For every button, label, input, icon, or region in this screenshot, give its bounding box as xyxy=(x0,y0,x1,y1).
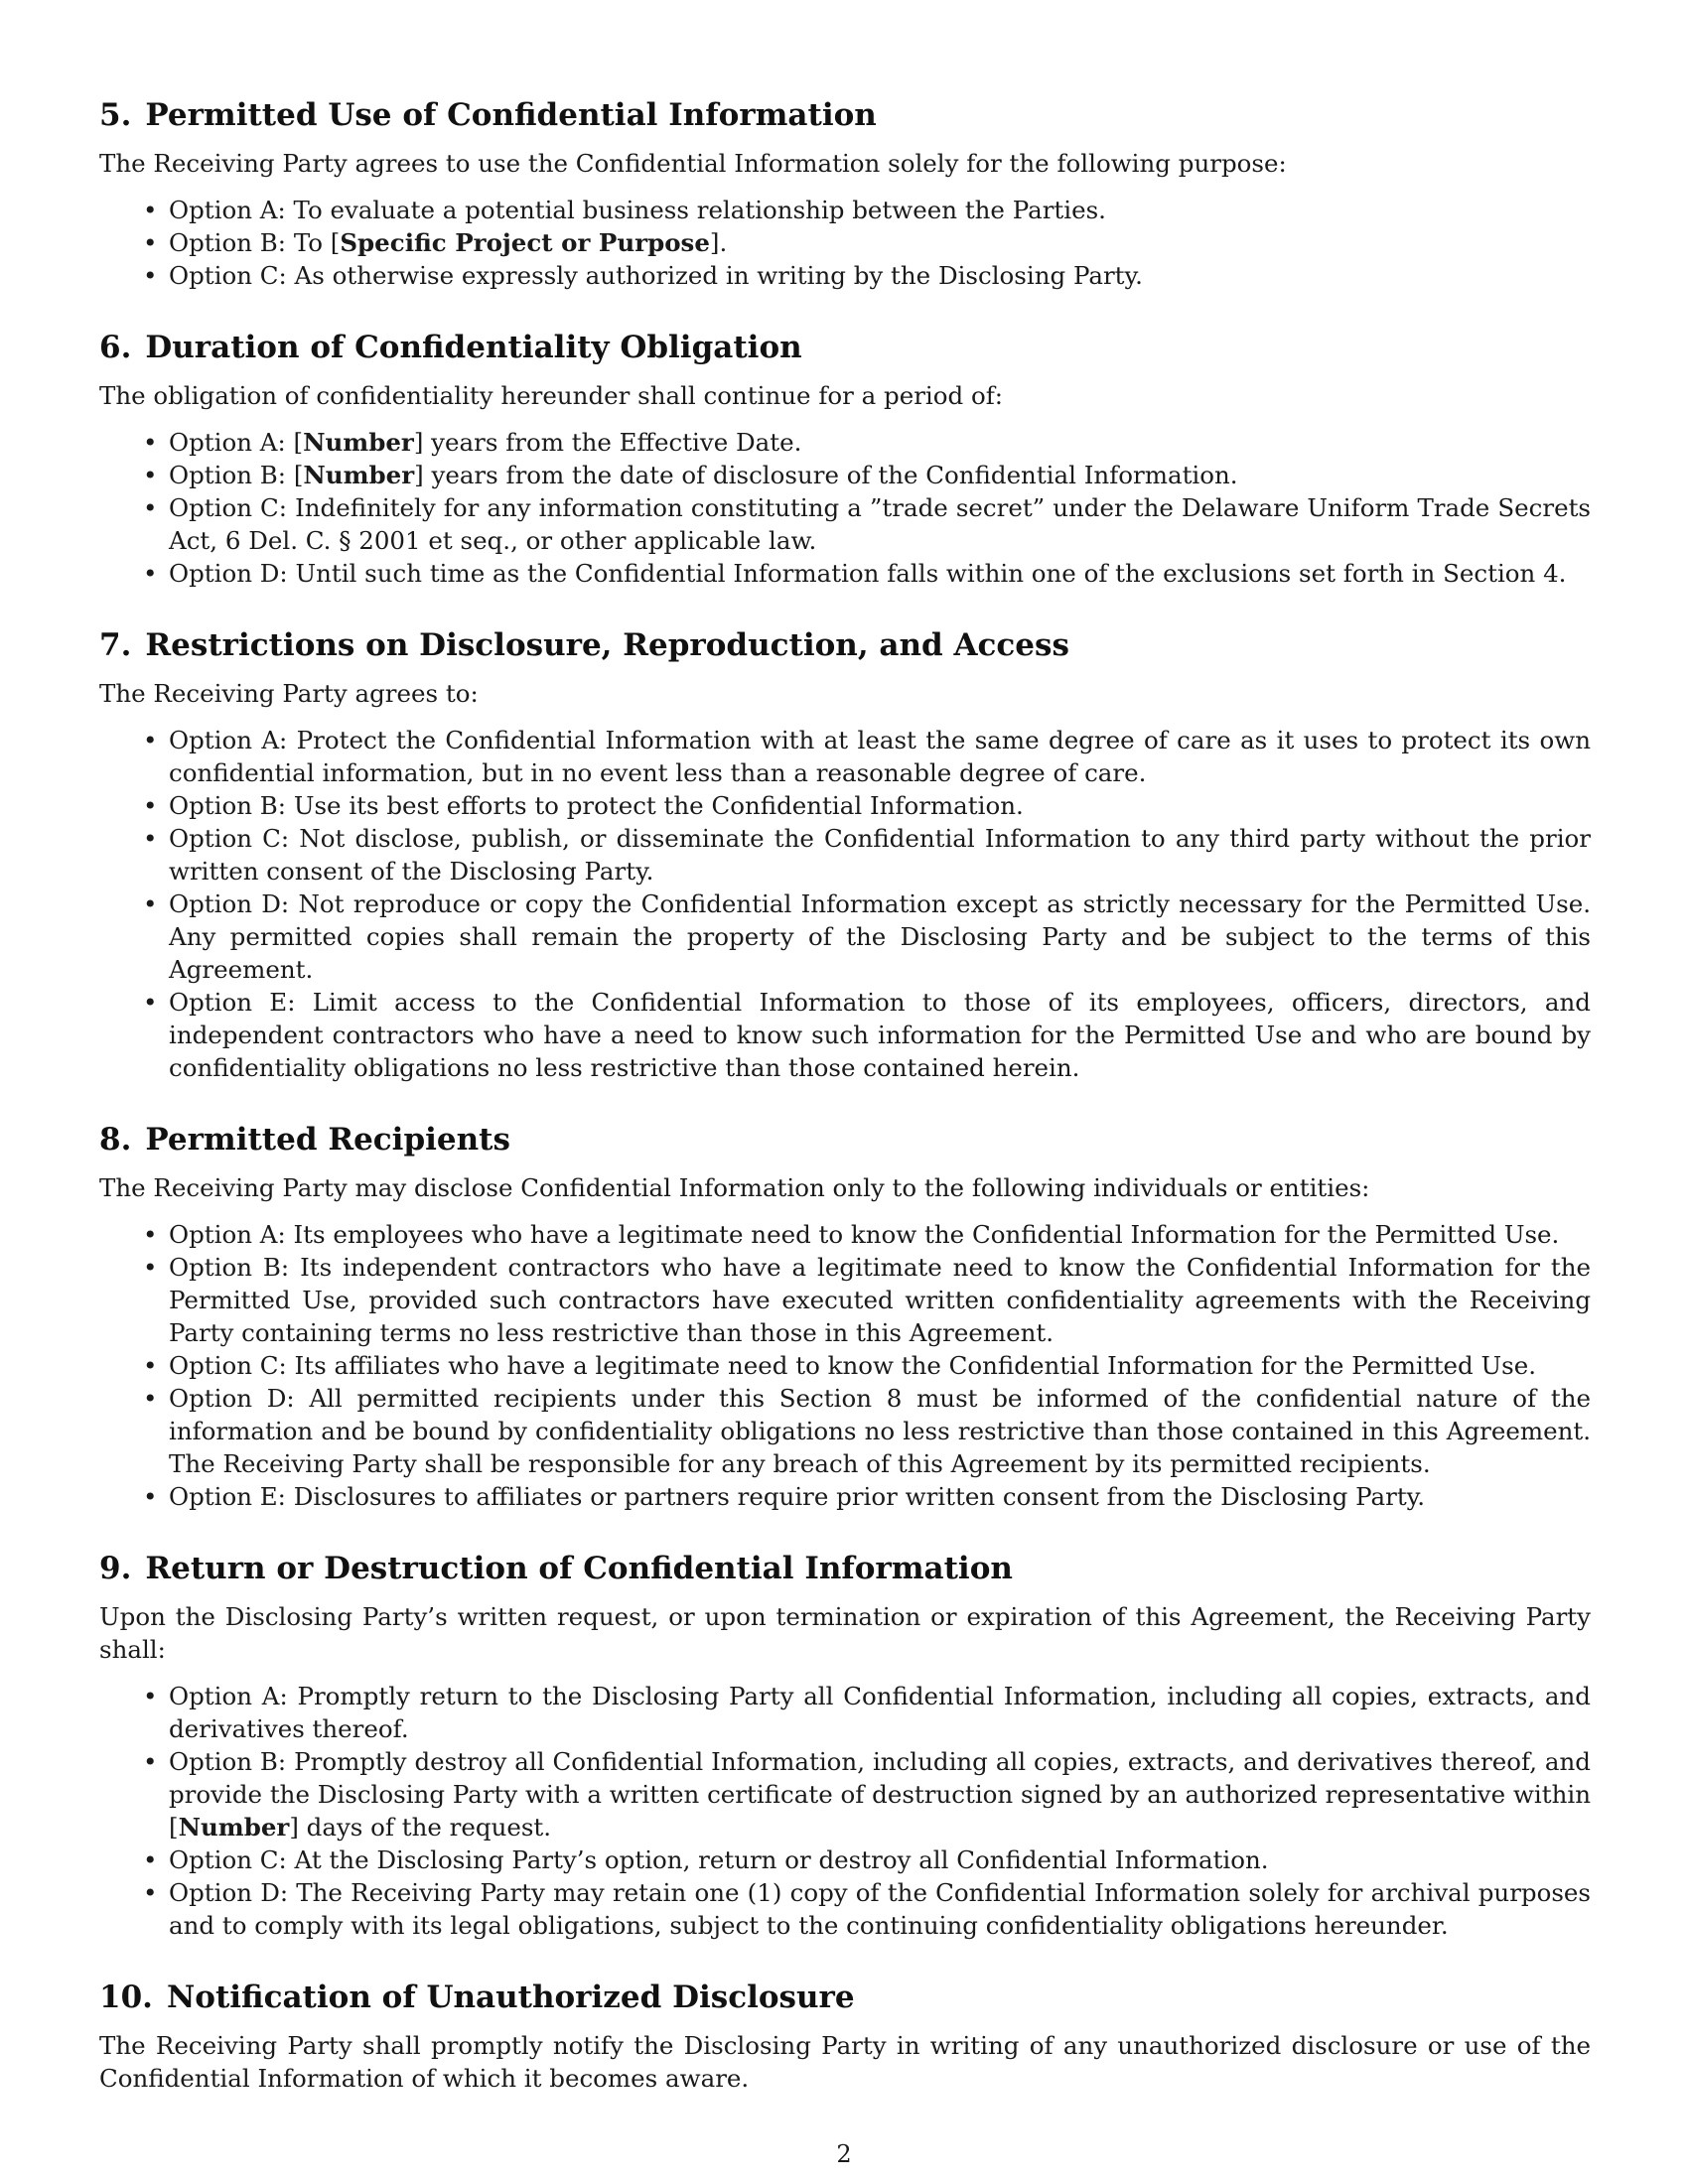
option-item: • Option D: The Receiving Party may retain one (1) copy of the Confidential Information solely for archival purposes and to comply with its legal obligations, subject to the continuing confidentiality obligations hereunder. xyxy=(169,1876,1591,1942)
option-item: • Option B: To [Specific Project or Purpose]. xyxy=(169,226,1591,259)
section-intro: The Receiving Party may disclose Confidential Information only to the following individuals or entities: xyxy=(99,1173,1370,1202)
section-8 xyxy=(99,1120,1591,1513)
option-item: • Option B: Use its best efforts to protect the Confidential Information. xyxy=(169,789,1591,822)
section-7 xyxy=(99,625,1591,1084)
section-number: 5. xyxy=(99,97,132,133)
placeholder-field: Number xyxy=(303,428,414,457)
section-intro: The Receiving Party agrees to use the Confidential Information solely for the following purpose: xyxy=(99,149,1287,178)
section-title: Permitted Use of Confidential Information xyxy=(145,97,877,133)
option-list xyxy=(99,426,1591,590)
option-item: • Option E: Disclosures to affiliates or partners require prior written consent from the Disclosing Party. xyxy=(169,1480,1591,1513)
section-heading xyxy=(99,1978,1591,2017)
section-title: Notification of Unauthorized Disclosure xyxy=(166,1979,855,2015)
option-item: • Option C: At the Disclosing Party’s option, return or destroy all Confidential Information. xyxy=(169,1843,1591,1876)
section-heading xyxy=(99,1120,1591,1160)
section-number: 6. xyxy=(99,330,132,365)
section-heading xyxy=(99,1549,1591,1588)
section-5 xyxy=(99,95,1591,292)
option-item: • Option C: Indefinitely for any information constituting a ”trade secret” under the Delaware Uniform Trade Secrets Act, 6 Del. C. § 2001 et seq., or other applicable law. xyxy=(169,491,1591,557)
option-item: • Option D: Until such time as the Confidential Information falls within one of the exclusions set forth in Section 4. xyxy=(169,557,1591,590)
option-item: • Option D: Not reproduce or copy the Confidential Information except as strictly necessary for the Permitted Use. Any permitted copies shall remain the property of the Disclosing Party and be subject to the terms of this Agreement. xyxy=(169,887,1591,986)
placeholder-field: Number xyxy=(303,461,415,489)
section-10 xyxy=(99,1978,1591,2095)
option-item: • Option C: As otherwise expressly authorized in writing by the Disclosing Party. xyxy=(169,259,1591,292)
page-number: 2 xyxy=(836,2140,852,2168)
section-number: 10. xyxy=(99,1979,153,2015)
option-item: • Option A: Its employees who have a legitimate need to know the Confidential Information for the Permitted Use. xyxy=(169,1218,1591,1251)
option-item: • Option A: To evaluate a potential business relationship between the Parties. xyxy=(169,194,1591,226)
section-intro: The obligation of confidentiality hereunder shall continue for a period of: xyxy=(99,381,1004,410)
section-heading xyxy=(99,328,1591,367)
section-title: Restrictions on Disclosure, Reproduction, and Access xyxy=(145,627,1069,663)
document-page xyxy=(99,95,1591,2130)
option-item: • Option A: [Number] years from the Effective Date. xyxy=(169,426,1591,459)
section-number: 8. xyxy=(99,1122,132,1158)
section-title: Return or Destruction of Confidential Information xyxy=(145,1551,1013,1586)
placeholder-field: Number xyxy=(178,1813,290,1842)
option-item: • Option B: Its independent contractors who have a legitimate need to know the Confidential Information for the Permitted Use, provided such contractors have executed written confidentiality agreements with the Receiving Party containing terms no less restrictive than those in this Agreement. xyxy=(169,1251,1591,1349)
option-item: • Option C: Its affiliates who have a legitimate need to know the Confidential Information for the Permitted Use. xyxy=(169,1349,1591,1382)
option-item: • Option B: Promptly destroy all Confidential Information, including all copies, extracts, and derivatives thereof, and provide the Disclosing Party with a written certificate of destruction signed by an authorized representative within [Number] days of the request. xyxy=(169,1745,1591,1843)
section-heading xyxy=(99,625,1591,665)
section-title: Duration of Confidentiality Obligation xyxy=(145,330,802,365)
section-number: 9. xyxy=(99,1551,132,1586)
option-list xyxy=(99,724,1591,1084)
section-number: 7. xyxy=(99,627,132,663)
section-9 xyxy=(99,1549,1591,1942)
section-heading xyxy=(99,95,1591,135)
option-list xyxy=(99,194,1591,292)
section-title: Permitted Recipients xyxy=(145,1122,510,1158)
option-list xyxy=(99,1218,1591,1513)
option-item: • Option B: [Number] years from the date of disclosure of the Confidential Information. xyxy=(169,459,1591,491)
section-intro: The Receiving Party agrees to: xyxy=(99,679,479,708)
placeholder-field: Specific Project or Purpose xyxy=(340,228,710,257)
option-item: • Option D: All permitted recipients under this Section 8 must be informed of the confidential nature of the information and be bound by confidentiality obligations no less restrictive than those contained in this Agreement. The Receiving Party shall be responsible for any breach of this Agreement by its permitted recipients. xyxy=(169,1382,1591,1480)
section-6 xyxy=(99,328,1591,590)
section-intro: Upon the Disclosing Party’s written request, or upon termination or expiration of this Agreement, the Receiving Party shall: xyxy=(99,1602,1591,1664)
option-item: • Option C: Not disclose, publish, or disseminate the Confidential Information to any third party without the prior written consent of the Disclosing Party. xyxy=(169,822,1591,887)
section-intro: The Receiving Party shall promptly notify the Disclosing Party in writing of any unauthorized disclosure or use of the Confidential Information of which it becomes aware. xyxy=(99,2031,1591,2093)
option-item: • Option E: Limit access to the Confidential Information to those of its employees, officers, directors, and independent contractors who have a need to know such information for the Permitted Use and who are bound by confidentiality obligations no less restrictive than those contained herein. xyxy=(169,986,1591,1084)
option-item: • Option A: Protect the Confidential Information with at least the same degree of care as it uses to protect its own confidential information, but in no event less than a reasonable degree of care. xyxy=(169,724,1591,789)
option-item: • Option A: Promptly return to the Disclosing Party all Confidential Information, including all copies, extracts, and derivatives thereof. xyxy=(169,1680,1591,1745)
option-list xyxy=(99,1680,1591,1942)
